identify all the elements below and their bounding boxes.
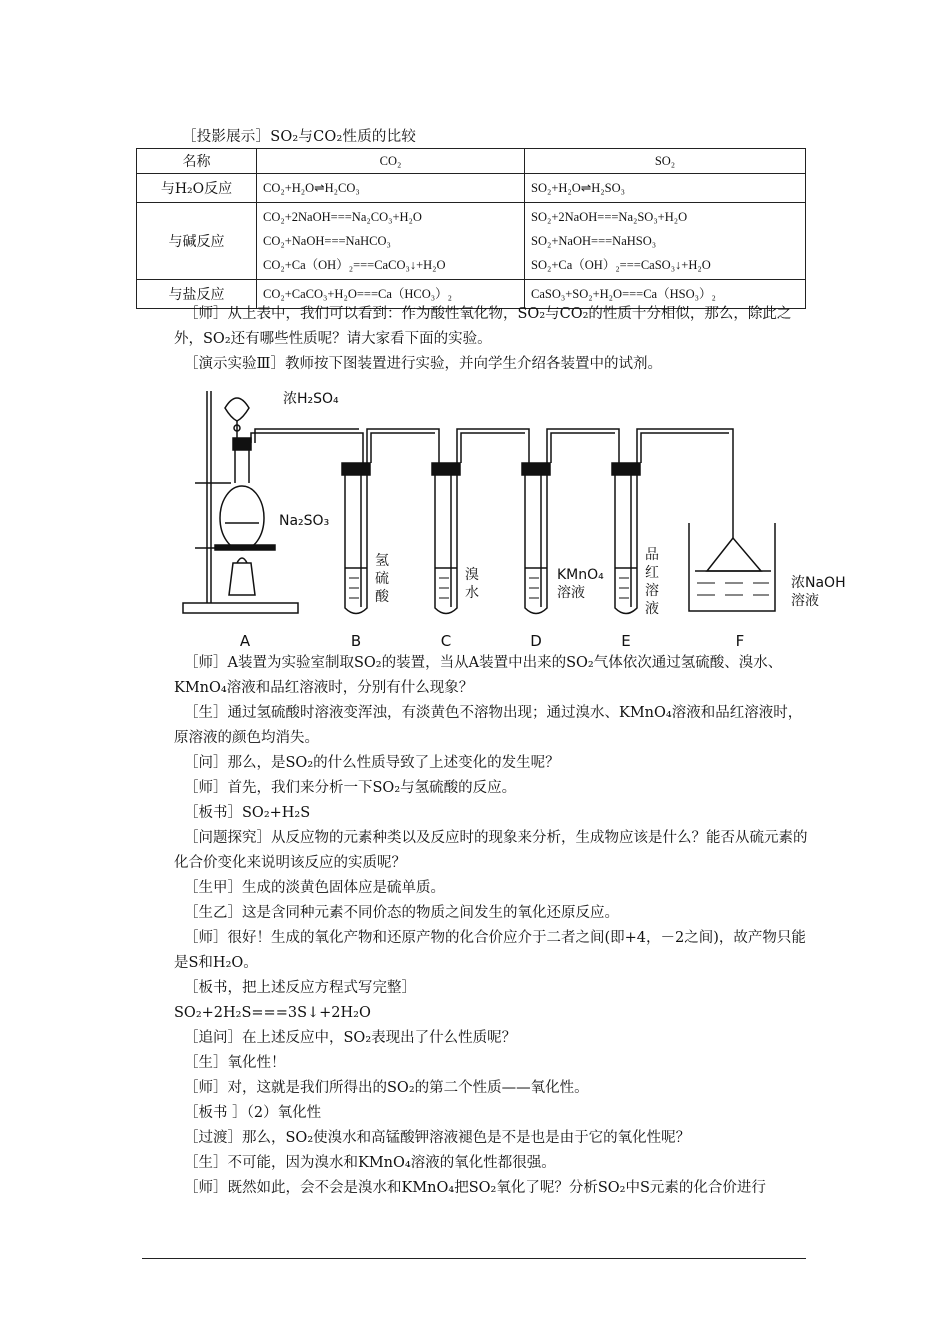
inverted-funnel xyxy=(707,538,761,571)
paragraph: ［生］不可能，因为溴水和KMnO₄溶液的氧化性都很强。 xyxy=(184,1155,556,1171)
table-row xyxy=(137,174,806,203)
header-co2: CO₂ xyxy=(257,149,525,174)
test-tube-c xyxy=(435,473,457,614)
apparatus-label-e: E xyxy=(621,632,631,650)
paragraph: ［演示实验Ⅲ］教师按下图装置进行实验，并向学生介绍各装置中的试剂。 xyxy=(184,356,662,372)
paragraph: ［过渡］那么，SO₂使溴水和高锰酸钾溶液褪色是不是也是由于它的氧化性呢？ xyxy=(184,1130,691,1146)
label-e-line1: 品 xyxy=(645,547,659,563)
row-name: 与H₂O反应 xyxy=(137,174,257,203)
paragraph: ［生］氧化性！ xyxy=(184,1055,286,1071)
test-tube-e xyxy=(615,473,637,614)
table-header-row xyxy=(137,149,806,174)
table-row xyxy=(137,203,806,280)
equation: SO₂+2NaOH===Na₂SO₃+H₂O xyxy=(531,210,688,224)
label-e-line2: 红 xyxy=(645,565,659,581)
paragraph: ［问题探究］从反应物的元素种类以及反应时的现象来分析，生成物应该是什么？能否从硫元素的化合价变化来说明该反应的实质呢？ xyxy=(174,830,808,871)
header-name: 名称 xyxy=(137,149,257,174)
equation: CO₂+H₂O⇌H₂CO₃ xyxy=(263,181,360,195)
paragraph: ［生乙］这是含同种元素不同价态的物质之间发生的氧化还原反应。 xyxy=(184,905,619,921)
table-caption: ［投影展示］SO₂与CO₂性质的比较 xyxy=(182,129,417,145)
apparatus-diagram xyxy=(175,383,865,653)
paragraph: ［问］那么，是SO₂的什么性质导致了上述变化的发生呢？ xyxy=(184,755,560,771)
label-h2so4: 浓H₂SO₄ xyxy=(283,391,339,407)
equation: SO₂+NaOH===NaHSO₃ xyxy=(531,234,657,248)
paragraph: ［板书］SO₂+H₂S xyxy=(184,805,311,821)
label-f-line2: 溶液 xyxy=(791,593,819,609)
paragraph: ［板书，把上述反应方程式写完整］ xyxy=(184,980,416,996)
apparatus-label-c: C xyxy=(440,632,452,650)
label-e-line3: 溶 xyxy=(645,583,659,599)
test-tube-d xyxy=(525,473,547,614)
beaker xyxy=(689,523,775,611)
test-tube-b xyxy=(345,473,367,614)
equation-line: SO₂+2H₂S===3S↓+2H₂O xyxy=(174,1005,371,1021)
equation: CO₂+Ca（OH）₂===CaCO₃↓+H₂O xyxy=(263,258,446,272)
equation: SO₂+Ca（OH）₂===CaSO₃↓+H₂O xyxy=(531,258,711,272)
so2-cell xyxy=(525,174,806,203)
label-na2so3: Na₂SO₃ xyxy=(279,513,330,529)
label-d-line1: KMnO₄ xyxy=(557,567,604,583)
equation: CO₂+NaOH===NaHCO₃ xyxy=(263,234,391,248)
label-c-line2: 水 xyxy=(465,585,479,601)
paragraph: ［生甲］生成的淡黄色固体应是硫单质。 xyxy=(184,880,445,896)
apparatus-label-a: A xyxy=(239,632,251,650)
alcohol-lamp xyxy=(229,563,255,595)
stand-base xyxy=(183,603,298,613)
equation: CO₂+2NaOH===Na₂CO₃+H₂O xyxy=(263,210,422,224)
co2-cell xyxy=(257,174,525,203)
co2-cell xyxy=(257,203,525,280)
paragraph: ［师］从上表中，我们可以看到：作为酸性氧化物，SO₂与CO₂的性质十分相似，那么，除此之外，SO₂还有哪些性质呢？请大家看下面的实验。 xyxy=(174,306,792,347)
equation: CO₂+CaCO₃+H₂O===Ca（HCO₃）₂ xyxy=(263,287,452,301)
row-name: 与盐反应 xyxy=(137,280,257,309)
comparison-table xyxy=(136,148,806,309)
so2-cell xyxy=(525,203,806,280)
row-name: 与碱反应 xyxy=(137,203,257,280)
paragraph: ［板书 ］（2）氧化性 xyxy=(184,1105,322,1121)
equation: SO₂+H₂O⇌H₂SO₃ xyxy=(531,181,625,195)
separatory-funnel xyxy=(225,398,249,421)
label-e-line4: 液 xyxy=(645,601,659,617)
apparatus-label-d: D xyxy=(530,632,542,650)
equation: CaSO₃+SO₂+H₂O===Ca（HSO₃）₂ xyxy=(531,287,716,301)
paragraph: ［师］A装置为实验室制取SO₂的装置，当从A装置中出来的SO₂气体依次通过氢硫酸、溴水、KMnO₄溶液和品红溶液时，分别有什么现象？ xyxy=(174,655,783,696)
paragraph: ［师］既然如此，会不会是溴水和KMnO₄把SO₂氧化了呢？分析SO₂中S元素的化合价进行 xyxy=(184,1180,766,1196)
apparatus-label-b: B xyxy=(350,632,362,650)
paragraph: ［师］很好！生成的氧化产物和还原产物的化合价应介于二者之间(即+4，－2之间)，故产物只能是S和H₂O。 xyxy=(174,930,806,971)
paragraph: ［追问］在上述反应中，SO₂表现出了什么性质呢？ xyxy=(184,1030,517,1046)
label-b-line2: 硫 xyxy=(375,571,389,587)
footer-rule xyxy=(142,1258,806,1259)
label-b-line1: 氢 xyxy=(375,553,389,569)
paragraph: ［师］对，这就是我们所得出的SO₂的第二个性质——氧化性。 xyxy=(184,1080,589,1096)
label-f-line1: 浓NaOH xyxy=(791,575,846,591)
label-d-line2: 溶液 xyxy=(557,585,585,601)
flask xyxy=(220,486,264,550)
label-c-line1: 溴 xyxy=(465,567,479,583)
paragraph: ［师］首先，我们来分析一下SO₂与氢硫酸的反应。 xyxy=(184,780,517,796)
label-b-line3: 酸 xyxy=(375,589,389,605)
apparatus-label-f: F xyxy=(735,632,745,650)
header-so2: SO₂ xyxy=(525,149,806,174)
paragraph: ［生］通过氢硫酸时溶液变浑浊，有淡黄色不溶物出现；通过溴水、KMnO₄溶液和品红溶液时，原溶液的颜色均消失。 xyxy=(174,705,803,746)
